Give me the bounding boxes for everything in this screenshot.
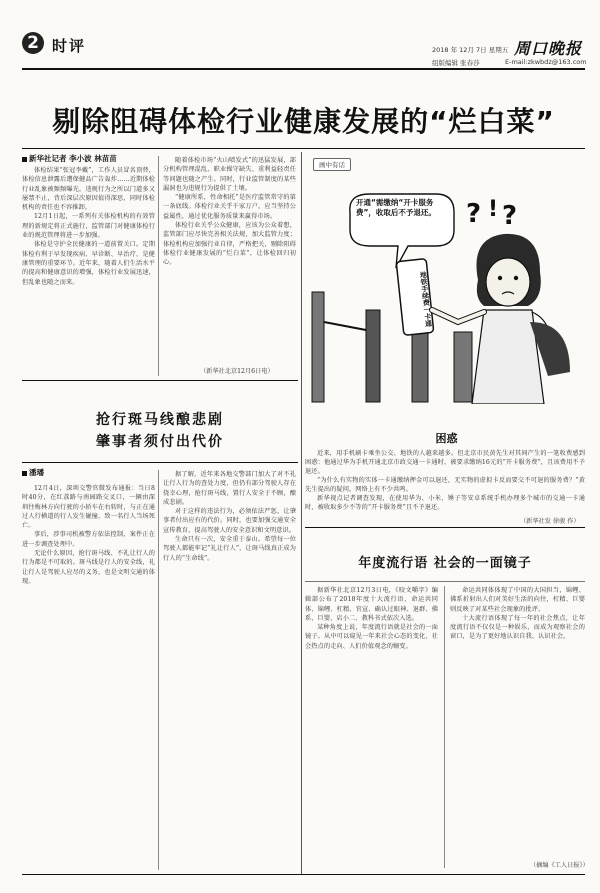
article1-paragraph: 体检是守护全民健康的一道前置关口。定期体检有利于早发现疾病、早诊断、早治疗，是健康管理的重要环节。近年来，随着人们生活水平的提高和健康意识的增强，体检行业发展迅速，但乱象也随之而来。 — [22, 241, 155, 286]
article1-paragraph: “健康所系，性命相托”是医疗监管常守的第一条底线。体检行业关乎千家万户，应当坚持公益属性，通过优化服务质量来赢得市场。 — [163, 194, 296, 220]
article2-paragraph: 事后，涉事司机被警方依法控制，案件正在进一步调查处理中。 — [22, 531, 155, 548]
article2-paragraph: 12月4日，深圳交警官微发布通报：当日8时40分，在红荔路与南园路交叉口，一辆由深圳往梅林方向行驶的小轿车在右转时，与正在通过人行横道的行人发生碰撞，致一名行人当场死亡。 — [22, 485, 155, 530]
article1-divider — [158, 156, 159, 376]
ticket-gate — [312, 292, 472, 402]
caption-paragraph: 新华视点记者调查发现，在使用华为、小米、锤子等安卓系统手机办理多个城市的交通一卡通时，被收取多少不等的“开卡服务费”且不予退还。 — [305, 495, 585, 511]
article2-col1 — [22, 484, 155, 868]
headline-rule — [22, 148, 585, 149]
article3-divider — [444, 586, 445, 868]
article3-paragraph: 十大流行语体现了每一年的社会焦点，让年度流行语不仅仅是一种娱乐，而成为观察社会的窗口，是为了更好地认识自我、认识社会。 — [450, 614, 585, 641]
header-rule — [22, 68, 585, 70]
article3-top-rule — [305, 581, 585, 582]
article3-paragraph: 命运共同体体现了中国的大国担当，锦鲤、佛系折射出人们对美好生活的向往，杠精、巨婴则反映了对某些社会现象的批评。 — [450, 587, 585, 613]
cartoon-bottom-rule — [305, 527, 585, 528]
article2-paragraph: 对于这样的违法行为，必须依法严惩，让肇事者付出应有的代价。同时，也要加强交通安全宣传教育，提高驾驶人的安全意识和文明意识。 — [163, 508, 296, 534]
column-divider — [301, 152, 302, 874]
header-date: 2018 年 12月 7日 星期五 — [432, 46, 509, 54]
reader-sign-text: 地铁手续费一卡通 — [419, 270, 433, 328]
page-number: 2 — [27, 33, 39, 53]
article1-paragraph: 随着体检市场“火山喷发式”的迅猛发展，部分机构管理混乱、职业操守缺失、重利益轻责任等问题也随之产生。同时，行业监管制度的某些漏洞也为违规行为提供了土壤。 — [163, 157, 296, 192]
article3-paragraph: 某种角度上说，年度流行语就是社会的一面镜子。从中可以窥见一年来社会心态的变化、社会热点的走向、人们价值观念的嬗变。 — [305, 624, 438, 650]
main-headline: 剔除阻碍体检行业健康发展的“烂白菜” — [52, 105, 555, 138]
cartoon-caption — [305, 449, 585, 515]
article3-col1 — [305, 586, 438, 868]
svg-text:?: ? — [466, 199, 482, 229]
article3-paragraph: 据新华社北京12月3日电，《咬文嚼字》编辑部公布了2018年度十大流行语，命运共同体、锦鲤、杠精、官宣、确认过眼神、退群、佛系、巨婴、店小二、教科书式依次入选。 — [305, 587, 438, 622]
article1-paragraph: 12月1日起，一系列有关体检机构的有效管理的新规定将正式施行，监管部门对健康体检行业的规范管理将进一步加强。 — [22, 213, 155, 240]
article3-credit: （摘编《工人日报》） — [530, 862, 589, 869]
article2-byline: 潘璠 — [22, 467, 44, 478]
editor-line: 组版编辑 张春莎 — [432, 59, 480, 67]
article2-paragraph: 据了解，近年来各地交警部门加大了对不礼让行人行为的查处力度，但仍有部分驾驶人存在侥幸心理，抢行斑马线，置行人安全于不顾，酿成悲剧。 — [163, 471, 296, 506]
article2-divider — [158, 470, 159, 870]
article2-top-rule — [22, 462, 298, 463]
article1-bottom-rule — [22, 380, 298, 381]
byline-marker — [22, 471, 27, 476]
section-title: 时评 — [52, 37, 87, 55]
girl-figure — [432, 234, 570, 404]
masthead-logo: 周口晚报 — [514, 39, 583, 58]
footer-rule — [22, 874, 585, 875]
article1-paragraph: 体检行业关乎公众健康，应该为公众着想，监管部门应尽快完善相关法规，加大监管力度；体检机构应加强行业自律，严格把关，剔除阻碍体检行业健康发展的“烂白菜”，让体检回归初心。 — [163, 222, 296, 267]
cartoon-tag: 画中有话 — [313, 158, 351, 171]
cartoon-credit: （新华社发 徐骏 作） — [520, 518, 580, 525]
article2-paragraph: 无论什么原因，抢行斑马线、不礼让行人的行为都是不可取的。斑马线是行人的安全线，礼让行人是驾驶人应尽的义务，也是文明交通的体现。 — [22, 550, 155, 585]
svg-text:!: ! — [488, 197, 499, 222]
header-email: E-mail:zkwbdz@163.com — [505, 58, 587, 66]
byline-marker — [22, 157, 27, 162]
caption-paragraph: 近来，用手机刷卡乘坐公交、地铁的人越来越多。但北京市民黄先生对其间产生的一笔收费感到困惑：他通过华为手机开通北京市政交通一卡通时，被要求缴纳16元的“开卡服务费”，且该费用不予退还。 — [305, 450, 585, 475]
caption-paragraph: “为什么有实物的实体一卡通缴纳押金可以退还，无实物的虚拟卡反而要交不可退的服务费？”黄先生提出的疑问，网络上有不少共鸣。 — [305, 477, 585, 493]
article2-col2 — [163, 470, 296, 868]
article2-paragraph: 生命只有一次，安全重于泰山。希望每一位驾驶人都能牢记“礼让行人”，让斑马线真正成为行人的“生命线”。 — [163, 536, 296, 562]
svg-text:?: ? — [502, 201, 518, 231]
article3-col2 — [450, 586, 585, 856]
article1-credit: （新华社北京12月6日电） — [200, 368, 274, 375]
article3-title: 年度流行语 社会的一面镜子 — [358, 556, 532, 571]
bubble-text: 开通“需缴纳“开卡服务费”，收取后不予退还。 — [356, 198, 436, 217]
article1-paragraph: 体检结果“张冠李戴”，工作人员冒名顶替，体检信息泄露后遭保健品广告轰炸……近期体检行业乱象被频频曝光，违规行为之所以门道多又屡禁不止，背后深层次原因值得深思，同时体检机构的责任也不容推卸。 — [22, 167, 155, 212]
question-marks — [466, 197, 517, 231]
article1-byline: 新华社记者 李小波 林苗苗 — [22, 153, 262, 164]
article1-col1 — [22, 166, 155, 378]
cartoon-title: 困惑 — [435, 432, 458, 445]
article2-title-line1: 抢行斑马线酿悲剧 — [96, 412, 224, 428]
article2-title-line2: 肇事者须付出代价 — [96, 434, 224, 450]
article1-col2 — [163, 156, 296, 356]
